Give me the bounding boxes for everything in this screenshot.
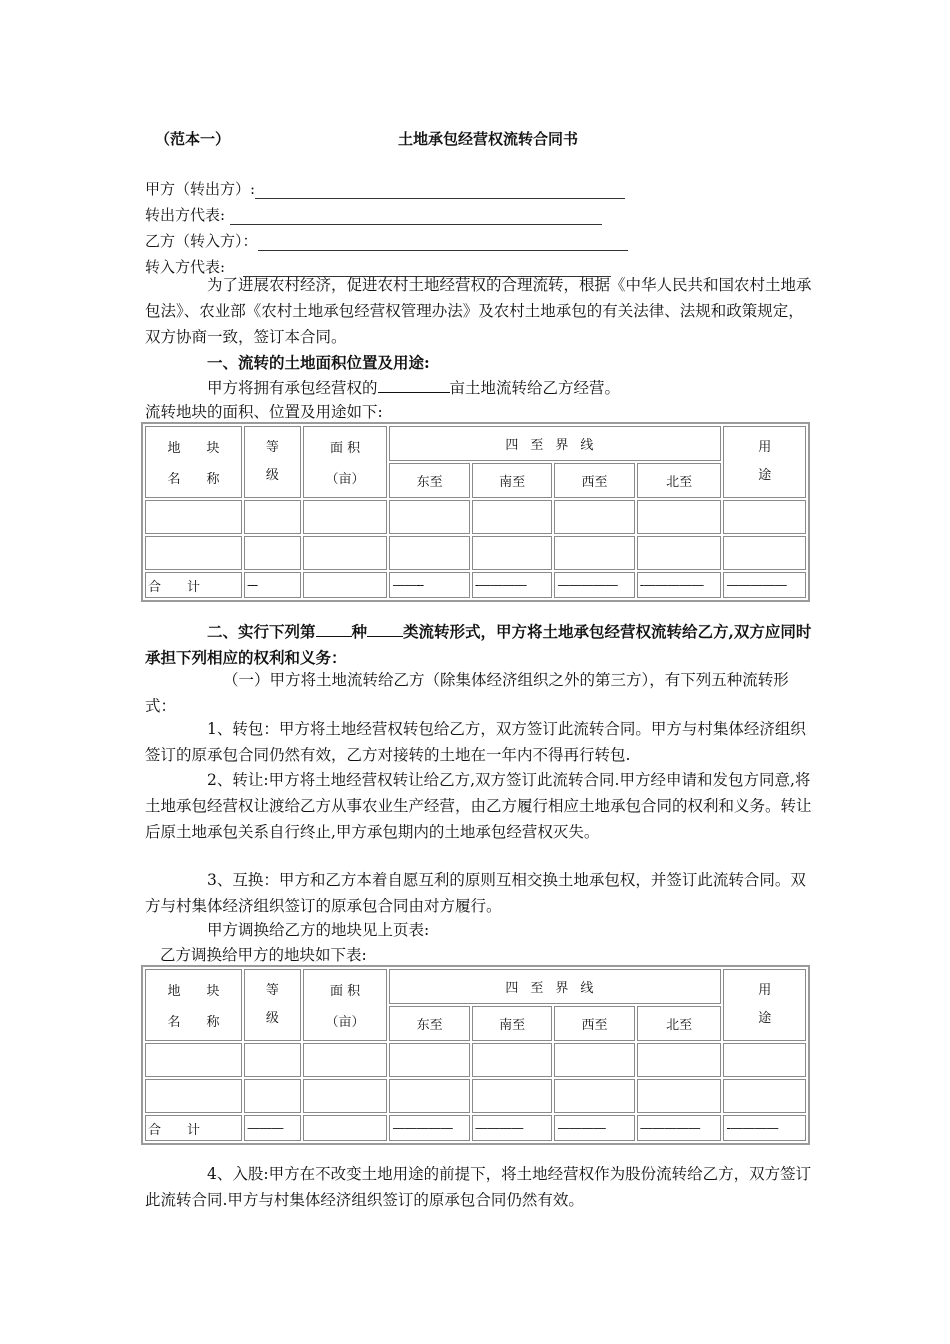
item-1: 1、转包：甲方将土地经营权转包给乙方，双方签订此流转合同。甲方与村集体经济组织签订的原承包合同仍然有效，乙方对接转的土地在一年内不得再行转包. [145, 720, 806, 764]
table-cell[interactable] [303, 1115, 388, 1141]
table-cell[interactable] [554, 1043, 634, 1077]
header-area-line2: （亩） [325, 1015, 365, 1030]
table-cell[interactable] [554, 500, 634, 534]
header-plot-line1: 地 块 [167, 984, 220, 999]
table-cell[interactable] [389, 536, 469, 570]
header-use: 用 途 [723, 969, 806, 1041]
table-cell[interactable] [244, 536, 301, 570]
header-boundaries: 四至界线 [389, 426, 721, 461]
total-dash: ————— [723, 572, 806, 598]
item-3: 3、互换：甲方和乙方本着自愿互利的原则互相交换土地承包权，并签订此流转合同。双方与村集体经济组织签订的原承包合同由对方履行。 [145, 871, 806, 915]
table-cell[interactable] [637, 500, 722, 534]
table-row [145, 500, 806, 534]
plot-table-2 [141, 965, 810, 1145]
party-a-rep-blank[interactable] [230, 208, 602, 225]
table-cell[interactable] [389, 1043, 469, 1077]
table-cell[interactable] [389, 500, 469, 534]
header-area [303, 426, 388, 498]
table-cell[interactable] [244, 500, 301, 534]
table-cell[interactable] [554, 1079, 634, 1113]
party-a-rep-field[interactable] [145, 202, 628, 228]
table-cell[interactable] [637, 1043, 722, 1077]
total-dash: -———— [723, 1115, 806, 1141]
table-cell[interactable] [472, 536, 552, 570]
total-row [145, 1115, 806, 1141]
header-north: 北至 [637, 463, 722, 498]
table-cell[interactable] [303, 1043, 388, 1077]
total-dash: ————— [637, 1115, 722, 1141]
header-area-line2: （亩） [325, 472, 365, 487]
total-dash: ————— [554, 572, 634, 598]
header-boundaries: 四至界线 [389, 969, 721, 1004]
party-a-label: 甲方（转出方）: [145, 180, 256, 198]
header-south: 南至 [472, 1006, 552, 1041]
header-grade: 等 级 [244, 969, 301, 1041]
header-plot-name [145, 969, 242, 1041]
header-plot-name [145, 426, 242, 498]
template-label: （范本一） [155, 130, 231, 148]
party-a-field[interactable] [145, 176, 628, 202]
table-cell[interactable] [723, 536, 806, 570]
table-cell[interactable] [637, 536, 722, 570]
total-dash: ———— [472, 1115, 552, 1141]
total-dash: --- [244, 572, 301, 598]
table-cell[interactable] [145, 1079, 242, 1113]
table-row [145, 1043, 806, 1077]
table-cell[interactable] [145, 500, 242, 534]
total-dash: -———— [472, 572, 552, 598]
total-label: 合 计 [145, 1115, 242, 1141]
section1-line1-before: 甲方将拥有承包经营权的 [207, 379, 378, 397]
header-east: 东至 [389, 1006, 469, 1041]
swap-b-text: 乙方调换给甲方的地块如下表: [160, 946, 367, 964]
header-use: 用 途 [723, 426, 806, 498]
table-cell[interactable] [472, 500, 552, 534]
table-cell[interactable] [723, 500, 806, 534]
header-plot-line2: 名 称 [167, 472, 220, 487]
header-plot-line2: 名 称 [167, 1015, 220, 1030]
table-row [145, 1079, 806, 1113]
table-cell[interactable] [145, 536, 242, 570]
header-west: 西至 [554, 1006, 634, 1041]
intro-paragraph: 为了进展农村经济，促进农村土地经营权的合理流转，根据《中华人民共和国农村土地承包法》、农业部《农村土地承包经营权管理办法》及农村土地承包的有关法律、法规和政策规定，双方协商一致，签订本合同。 [145, 276, 812, 346]
form-type-blank[interactable] [367, 622, 403, 637]
section2-mid2: 类流转形式，甲方将土地承包经营权流转给乙方,双方应同时承担下列相应的权利和义务： [145, 622, 812, 667]
section2-mid1: 种 [351, 622, 368, 641]
section1-heading: 一、流转的土地面积位置及用途: [207, 353, 430, 372]
header-grade: 等 级 [244, 426, 301, 498]
total-dash: -————— [637, 572, 722, 598]
table-cell[interactable] [244, 1079, 301, 1113]
header-area [303, 969, 388, 1041]
party-fields [145, 176, 628, 280]
party-b-rep-label: 转入方代表: [145, 258, 226, 276]
table-cell[interactable] [244, 1043, 301, 1077]
section1-line1 [145, 375, 815, 401]
header-plot-line1: 地 块 [167, 441, 220, 456]
table-cell[interactable] [303, 1079, 388, 1113]
total-dash: ——-- [389, 572, 469, 598]
swap-a-text: 甲方调换给乙方的地块见上页表: [207, 921, 430, 939]
section1-line1-after: 亩土地流转给乙方经营。 [449, 379, 621, 397]
header-area-line1: 面 积 [329, 441, 361, 456]
table-cell[interactable] [723, 1043, 806, 1077]
header-area-line1: 面 积 [329, 984, 361, 999]
table-cell[interactable] [303, 572, 388, 598]
header-west: 西至 [554, 463, 634, 498]
table-cell[interactable] [472, 1079, 552, 1113]
total-dash: ——— [244, 1115, 301, 1141]
area-blank[interactable] [378, 378, 450, 393]
section1-line2: 流转地块的面积、位置及用途如下: [145, 403, 383, 421]
table-cell[interactable] [389, 1079, 469, 1113]
table-cell[interactable] [554, 536, 634, 570]
header-north: 北至 [637, 1006, 722, 1041]
party-a-blank[interactable] [255, 182, 625, 199]
table-cell[interactable] [472, 1043, 552, 1077]
plot-table-1 [141, 422, 810, 602]
document-header [0, 128, 950, 150]
total-dash: ————— [389, 1115, 469, 1141]
table-cell[interactable] [637, 1079, 722, 1113]
total-row [145, 572, 806, 598]
table-cell[interactable] [303, 500, 388, 534]
document-title: 土地承包经营权流转合同书 [398, 130, 579, 148]
party-b-blank[interactable] [258, 234, 628, 251]
party-b-field[interactable] [145, 228, 628, 254]
table-cell[interactable] [723, 1079, 806, 1113]
total-dash: ———— [554, 1115, 634, 1141]
header-east: 东至 [389, 463, 469, 498]
sub-section-1: （一）甲方将土地流转给乙方（除集体经济组织之外的第三方），有下列五种流转形式： [145, 671, 789, 715]
party-a-rep-label: 转出方代表: [145, 206, 226, 224]
total-label: 合 计 [145, 572, 242, 598]
party-b-label: 乙方（转入方）： [145, 232, 258, 250]
header-south: 南至 [472, 463, 552, 498]
table-cell[interactable] [145, 1043, 242, 1077]
table-cell[interactable] [303, 536, 388, 570]
item-4: 4、入股:甲方在不改变土地用途的前提下，将土地经营权作为股份流转给乙方，双方签订此流转合同.甲方与村集体经济组织签订的原承包合同仍然有效。 [145, 1165, 812, 1209]
table-row [145, 536, 806, 570]
item-2: 2、转让:甲方将土地经营权转让给乙方,双方签订此流转合同.甲方经申请和发包方同意,将土地承包经营权让渡给乙方从事农业生产经营，由乙方履行相应土地承包合同的权利和义务。转让后原土地承包关系自行终止,甲方承包期内的土地承包经营权灭失。 [145, 771, 812, 841]
section2-heading [145, 619, 815, 671]
form-number-blank[interactable] [316, 622, 352, 637]
section2-before: 二、实行下列第 [207, 622, 316, 641]
